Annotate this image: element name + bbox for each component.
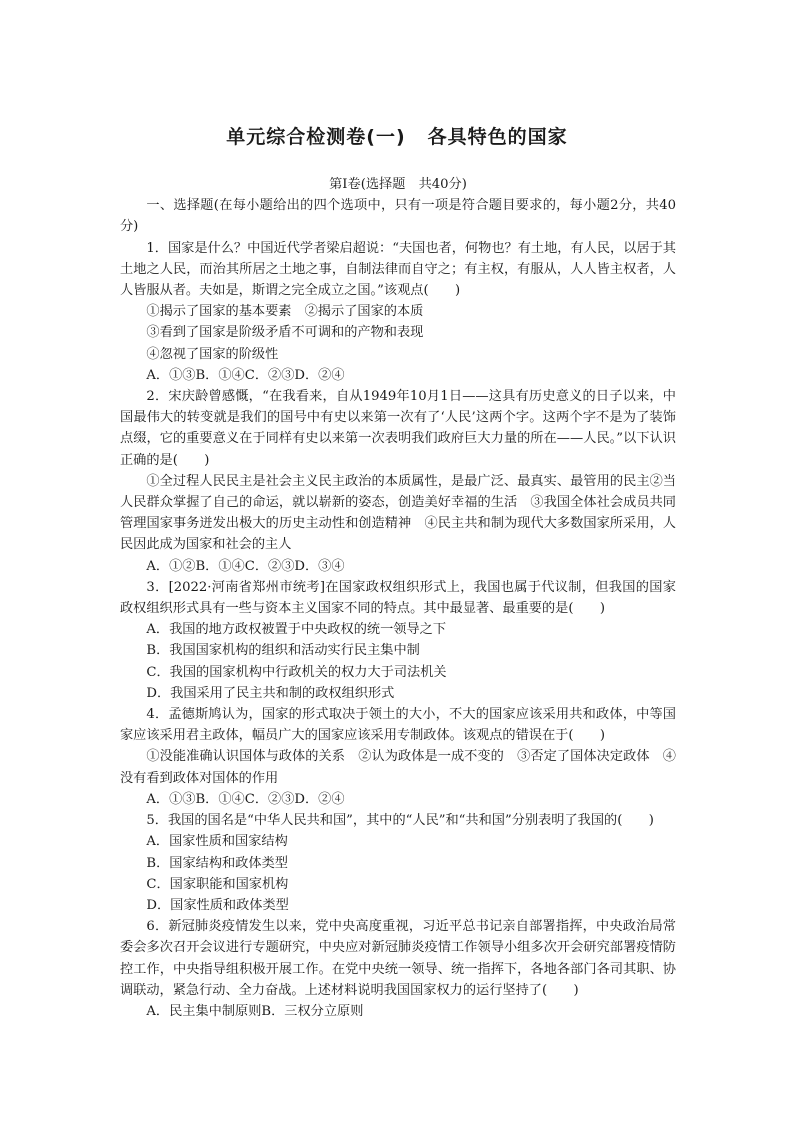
question-2 xyxy=(120,386,676,577)
answer-option: B．国家结构和政体类型 xyxy=(146,855,288,871)
question-stem: 4．孟德斯鸠认为，国家的形式取决于领土的大小，不大的国家应该采用共和政体，中等国家应该采用君主政体，幅员广大的国家应该采用专制政体。该观点的错误在于( ) xyxy=(120,707,676,744)
question-6 xyxy=(120,916,676,1022)
answer-option: D．国家性质和政体类型 xyxy=(146,897,289,913)
answer-option: A．我国的地方政权被置于中央政权的统一领导之下 xyxy=(146,622,447,638)
question-1 xyxy=(120,238,676,386)
title-sub: 各具特色的国家 xyxy=(427,126,568,148)
answer-options: A．①③B．①④C．②③D．②④ xyxy=(146,791,345,807)
section-heading: 第Ⅰ卷(选择题 共40分) xyxy=(329,177,467,192)
question-stem: 2．宋庆龄曾感慨，“在我看来，自从1949年10月1日——这具有历史意义的日子以来，中国最伟大的转变就是我们的国号中有史以来第一次有了‘人民’这两个字。这两个字不是为了装饰点缀，它的重要意义在于同样有史以来第一次表明我们政府巨大力量的所在——人民。”以下认识正确的是( ) xyxy=(120,389,676,468)
answer-options: A．①③B．①④C．②③D．②④ xyxy=(146,367,345,383)
question-stem: 3．[2022·河南省郑州市统考]在国家政权组织形式上，我国也属于代议制，但我国的国家政权组织形式具有一些与资本主义国家不同的特点。其中最显著、最重要的是( ) xyxy=(120,579,676,617)
page-title xyxy=(0,122,794,149)
question-5 xyxy=(120,810,676,916)
exam-content xyxy=(120,174,676,1022)
instructions: 一、选择题(在每小题给出的四个选项中，只有一项是符合题目要求的，每小题2分，共40分) xyxy=(120,198,676,235)
title-main: 单元综合检测卷(一) xyxy=(226,126,406,148)
statement: ③看到了国家是阶级矛盾不可调和的产物和表现 xyxy=(146,325,424,341)
statement: ①揭示了国家的基本要素 ②揭示了国家的本质 xyxy=(146,304,424,320)
question-stem: 1．国家是什么？中国近代学者梁启超说：“夫国也者，何物也？有土地，有人民，以居于其土地之人民，而治其所居之土地之事，自制法律而自守之；有主权，有服从，人人皆主权者，人人皆服从者。夫如是，斯谓之完全成立之国。”该观点( ) xyxy=(120,240,676,299)
answer-option: B．我国国家机构的组织和活动实行民主集中制 xyxy=(146,643,420,659)
question-stem: 5．我国的国名是“中华人民共和国”，其中的“人民”和“共和国”分别表明了我国的( ) xyxy=(146,813,654,829)
question-4 xyxy=(120,704,676,810)
statement: ①没能准确认识国体与政体的关系 ②认为政体是一成不变的 ③否定了国体决定政体 ④没有看到政体对国体的作用 xyxy=(120,749,676,786)
answer-option: D．我国采用了民主共和制的政权组织形式 xyxy=(146,685,395,701)
statement: ④忽视了国家的阶级性 xyxy=(146,346,279,362)
question-3 xyxy=(120,577,676,704)
answer-options: A．民主集中制原则B．三权分立原则 xyxy=(146,1003,364,1019)
statement: ①全过程人民民主是社会主义民主政治的本质属性，是最广泛、最真实、最管用的民主②当人民群众掌握了自己的命运，就以崭新的姿态，创造美好幸福的生活 ③我国全体社会成员共同管理国家事务迸发出极大的历史主动性和创造精神 ④民主共和制为现代大多数国家所采用，人民因此成为国家和社会的主人 xyxy=(120,473,676,553)
question-stem: 6．新冠肺炎疫情发生以来，党中央高度重视，习近平总书记亲自部署指挥，中央政治局常委会多次召开会议进行专题研究，中央应对新冠肺炎疫情工作领导小组多次开会研究部署疫情防控工作，中央指导组积极开展工作。在党中央统一领导、统一指挥下，各地各部门各司其职、协调联动，紧急行动、全力奋战。上述材料说明我国国家权力的运行坚持了( ) xyxy=(120,919,676,998)
answer-option: A．国家性质和国家结构 xyxy=(146,834,288,850)
answer-options: A．①②B．①④C．②③D．③④ xyxy=(146,558,345,574)
answer-option: C．我国的国家机构中行政机关的权力大于司法机关 xyxy=(146,664,447,680)
answer-option: C．国家职能和国家机构 xyxy=(146,876,289,892)
